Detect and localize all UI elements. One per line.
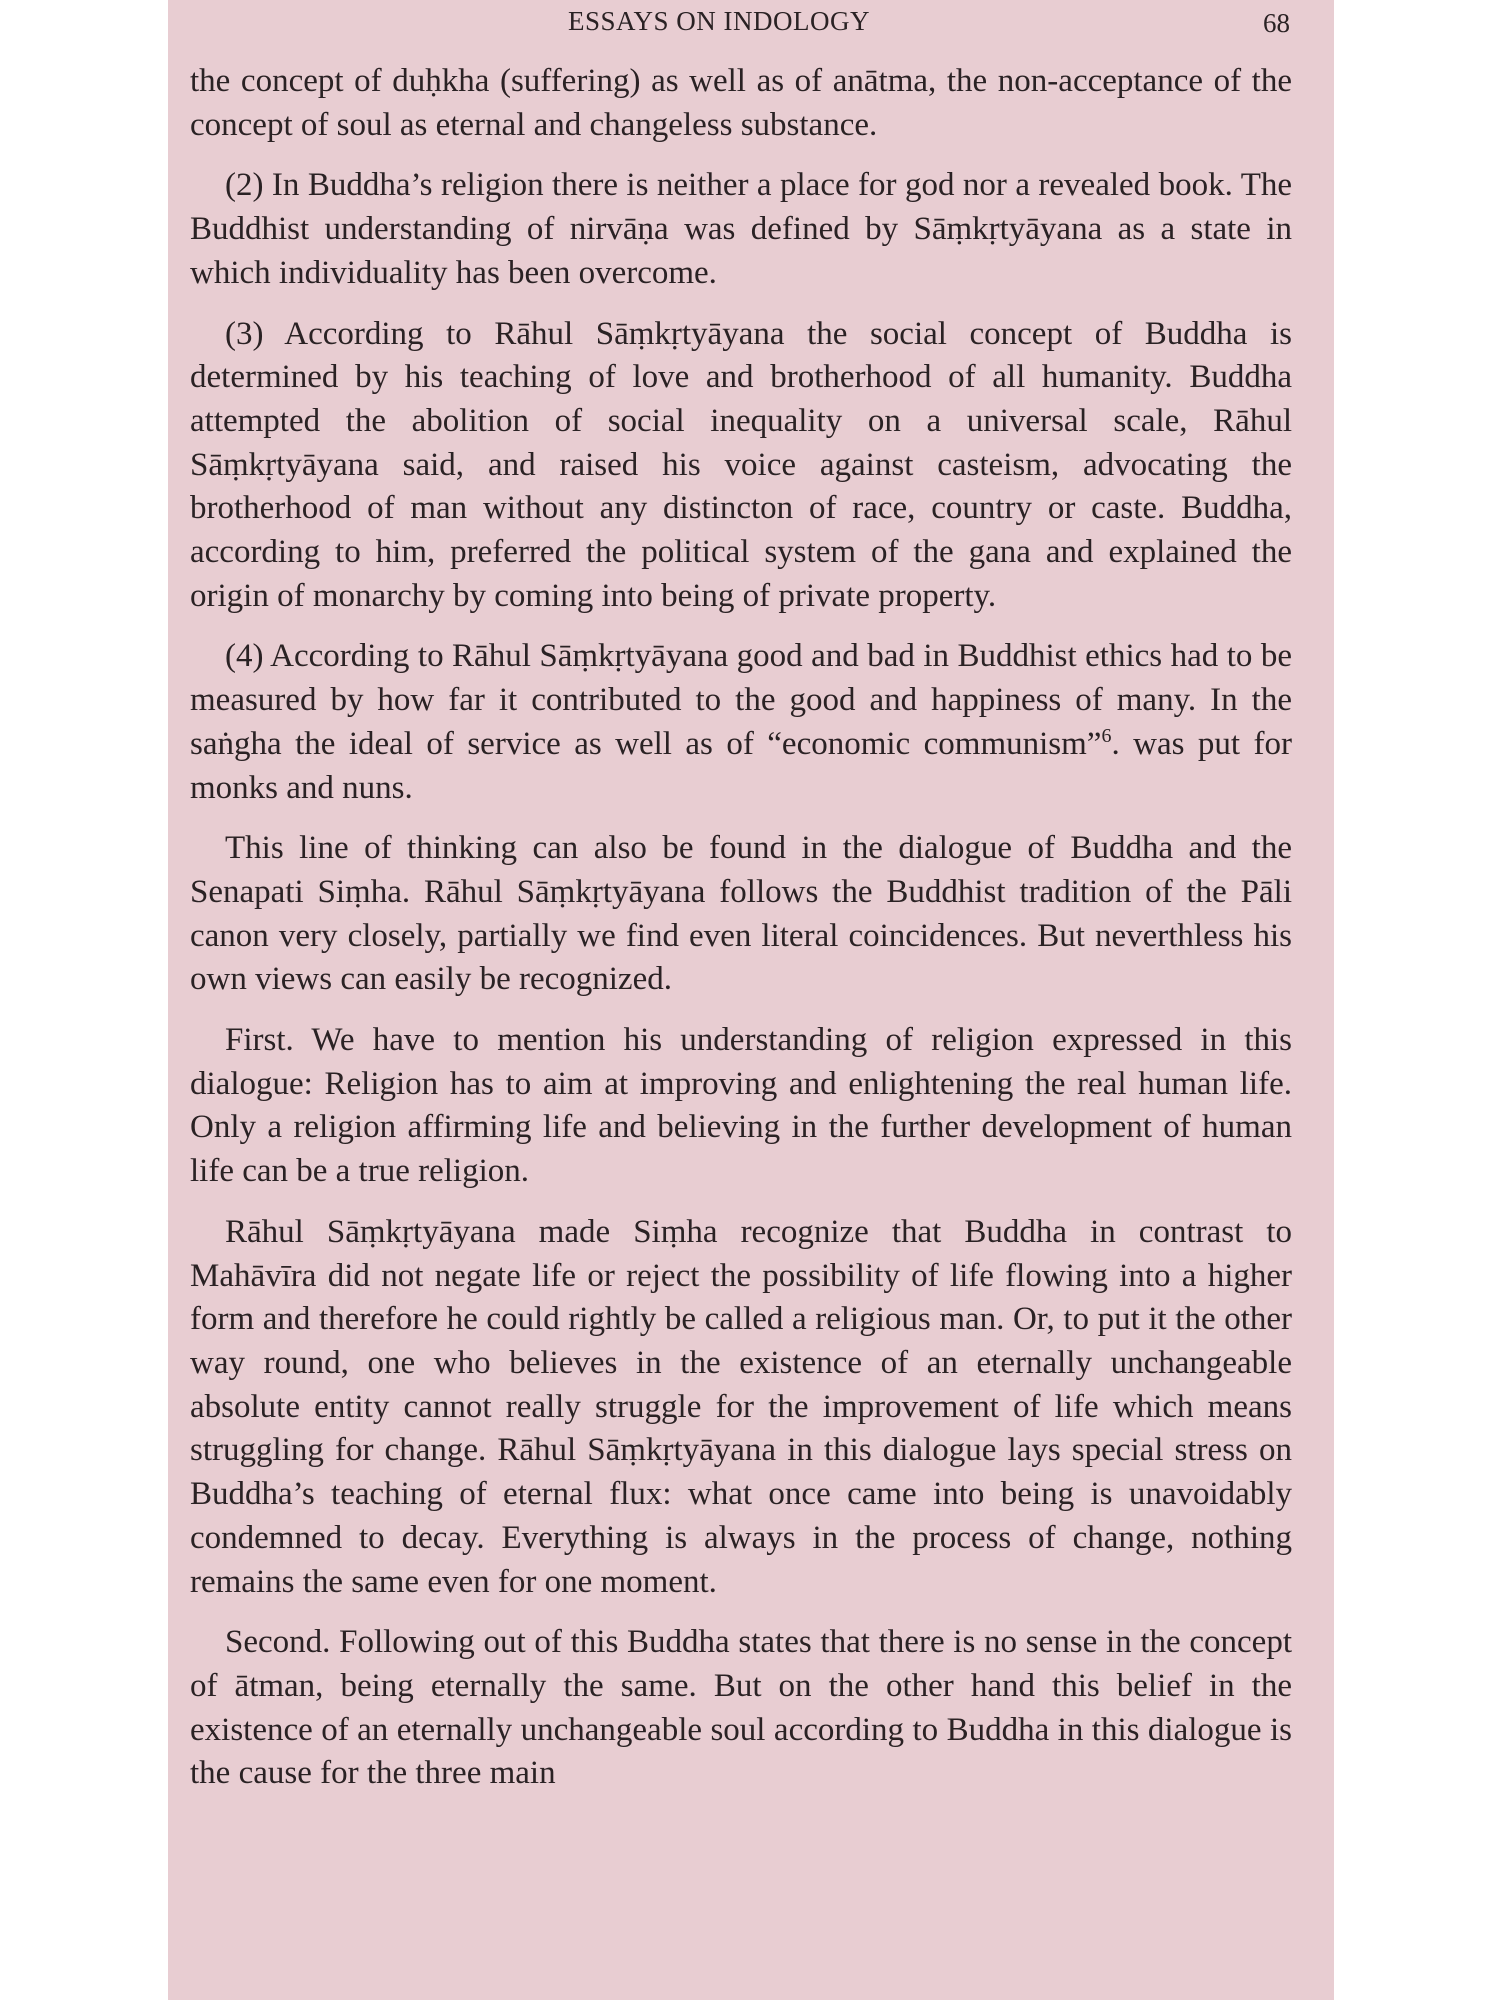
paragraph-point-3: (3) According to Rāhul Sāṃkṛtyāyana the social concept of Buddha is determined by his teaching of love and brotherhood of all humanity. Buddha attempted the abolition of social inequality on a universal scale, Rāhul Sāṃkṛtyāyana said, and raised his voice against casteism, advocating the brotherhood of man without any distincton of race, country or caste. Buddha, according to him, preferred the political system of the gana and explained the origin of monarchy by coming into being of private property.: [190, 315, 1292, 614]
paragraph-point-2: (2) In Buddha’s religion there is neither a place for god nor a revealed book. The Buddhist understanding of nirvāṇa was defined by Sāṃkṛtyāyana as a state in which individuality has been overcome.: [190, 167, 1292, 291]
paragraph-dialogue: This line of thinking can also be found in the dialogue of Buddha and the Senapati Siṃha. Rāhul Sāṃkṛtyāyana follows the Buddhist tradition of the Pāli canon very closely, partially we find even literal coincidences. But neverthless his own views can easily be recognized.: [190, 830, 1292, 998]
paragraph-point-4-text: (4) According to Rāhul Sāṃkṛtyāyana good and bad in Buddhist ethics had to be measured by how far it contributed to the good and happiness of many. In the saṅgha the ideal of service as well as of “economic communism”: [190, 638, 1292, 762]
book-page: [168, 0, 1334, 2000]
paragraph-first: First. We have to mention his understanding of religion expressed in this dialogue: Religion has to aim at improving and enlightening the real human life. Only a religion affirming life and believing in the further development of human life can be a true religion.: [190, 1022, 1292, 1190]
running-title: ESSAYS ON INDOLOGY: [568, 6, 871, 36]
paragraph-continuation: the concept of duḥkha (suffering) as well as of anātma, the non-acceptance of the concept of soul as eternal and changeless substance.: [190, 63, 1292, 143]
running-head: [168, 6, 1334, 42]
paragraph-point-4-tail: . was put for monks and nuns.: [190, 725, 1293, 806]
paragraph-second: Second. Following out of this Buddha states that there is no sense in the concept of ātman, being eternally the same. But on the other hand this belief in the existence of an eternally unchangeable soul according to Buddha in this dialogue is the cause for the three main: [190, 1624, 1292, 1792]
paragraph-simha: Rāhul Sāṃkṛtyāyana made Siṃha recognize that Buddha in contrast to Mahāvīra did not negate life or reject the possibility of life flowing into a higher form and therefore he could rightly be called a religious man. Or, to put it the other way round, one who believes in the existence of an eternally unchangeable absolute entity cannot really struggle for the improvement of life which means struggling for change. Rāhul Sāṃkṛtyāyana in this dialogue lays special stress on Buddha’s teaching of eternal flux: what once came into being is unavoidably condemned to decay. Everything is always in the process of change, nothing remains the same even for one moment.: [190, 1213, 1292, 1600]
page-number: 68: [1263, 8, 1290, 38]
footnote-marker: 6: [1101, 724, 1112, 747]
body-text: [190, 60, 1292, 1813]
paragraph-point-4: [190, 635, 1292, 810]
